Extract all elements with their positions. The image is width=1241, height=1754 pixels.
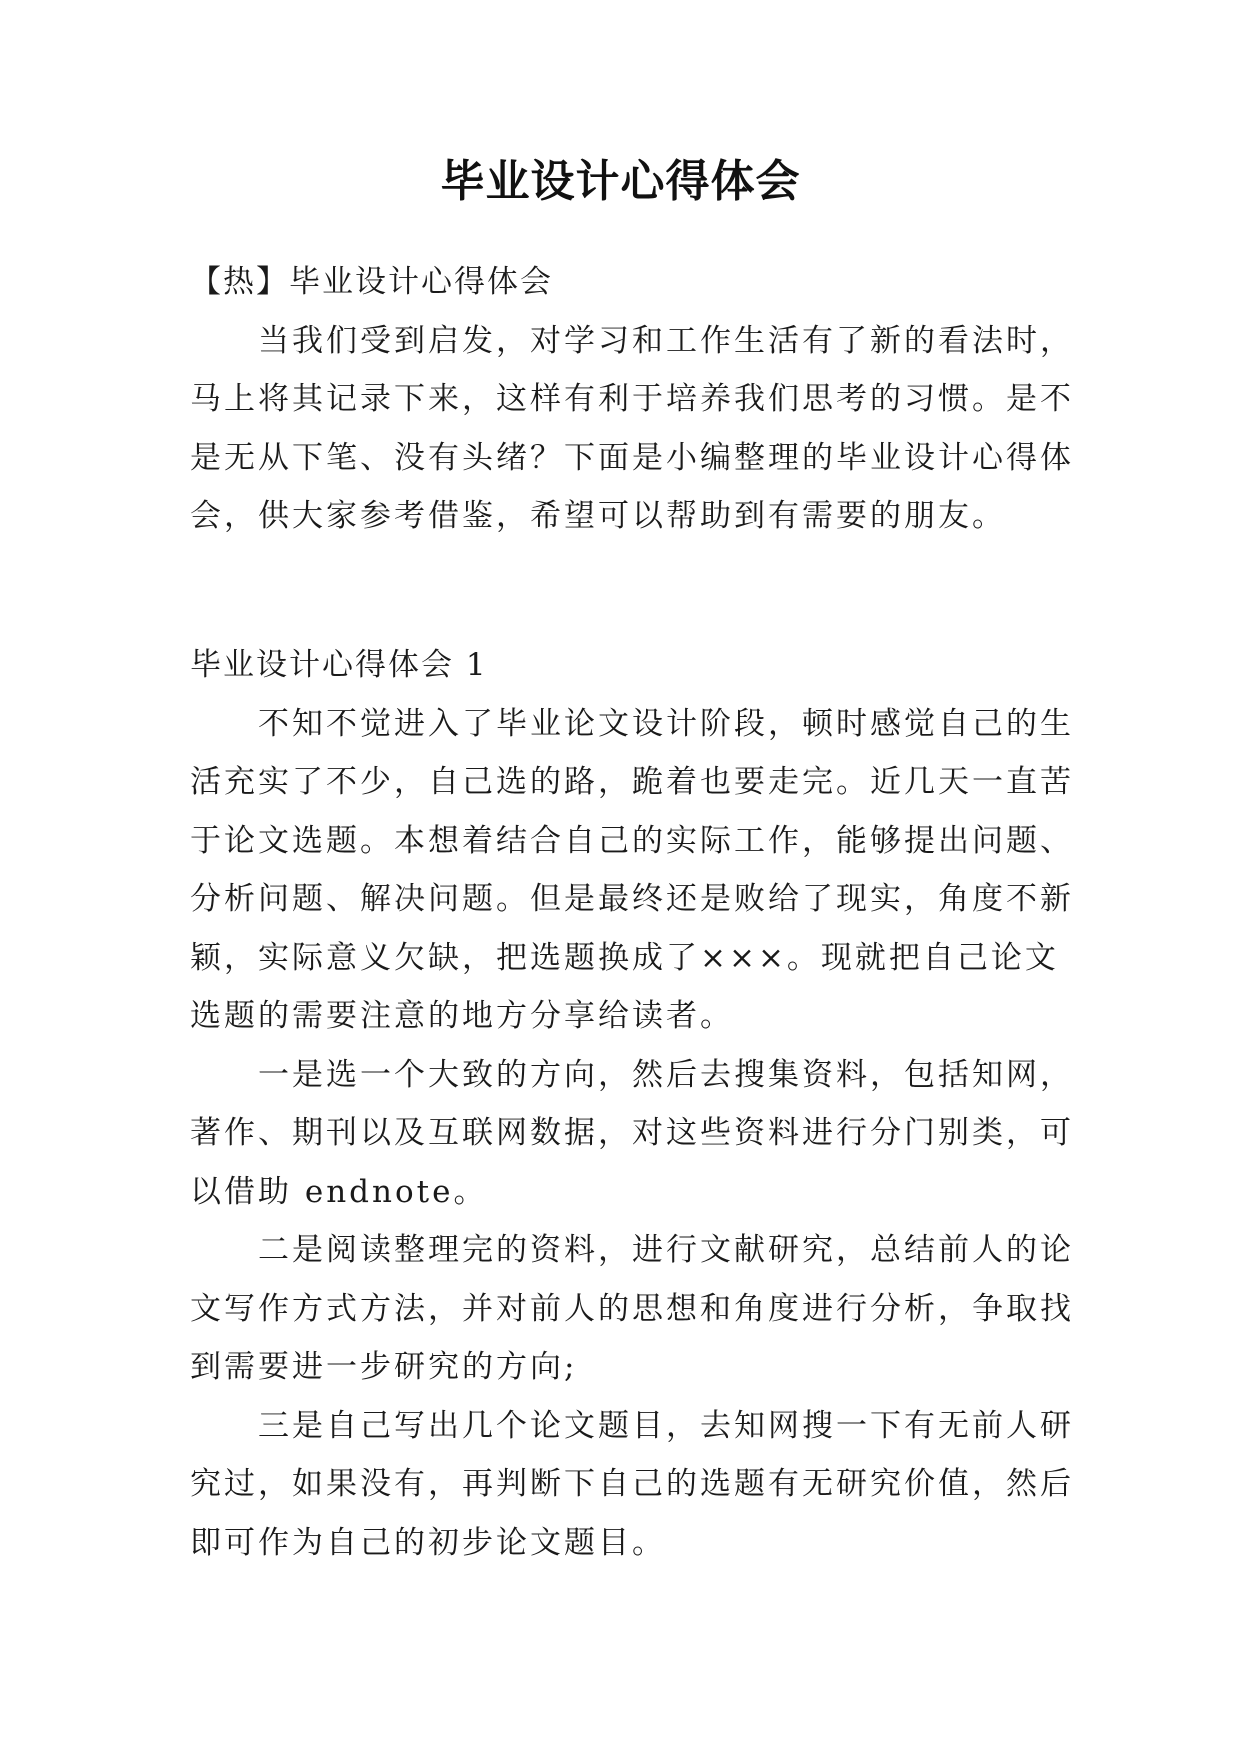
section-line: 于论文选题。本想着结合自己的实际工作，能够提出问题、 (190, 822, 1074, 859)
intro-line: 是无从下笔、没有头绪？下面是小编整理的毕业设计心得体 (190, 439, 1074, 476)
section-line: 颖，实际意义欠缺，把选题换成了×××。现就把自己论文 (190, 939, 1059, 976)
section-line: 到需要进一步研究的方向; (190, 1349, 578, 1385)
section-line: 著作、期刊以及互联网数据，对这些资料进行分门别类，可 (190, 1115, 1074, 1151)
section-line: 三是自己写出几个论文题目，去知网搜一下有无前人研 (258, 1407, 1074, 1444)
section-line: 一是选一个大致的方向，然后去搜集资料，包括知网， (258, 1056, 1074, 1093)
section-line: 活充实了不少，自己选的路，跪着也要走完。近几天一直苦 (190, 764, 1074, 800)
section-heading: 毕业设计心得体会 1 (190, 647, 488, 683)
section-1 (190, 636, 1074, 1572)
section-line: 分析问题、解决问题。但是最终还是败给了现实，角度不新 (190, 881, 1074, 917)
section-line: 究过，如果没有，再判断下自己的选题有无研究价值，然后 (190, 1466, 1074, 1502)
section-line: 不知不觉进入了毕业论文设计阶段，顿时感觉自己的生 (258, 705, 1074, 742)
section-line: 即可作为自己的初步论文题目。 (190, 1524, 666, 1561)
section-line: 选题的需要注意的地方分享给读者。 (190, 998, 734, 1034)
intro-section (190, 253, 1074, 546)
section-line: 以借助 endnote。 (190, 1173, 488, 1210)
section-line: 文写作方式方法，并对前人的思想和角度进行分析，争取找 (190, 1290, 1074, 1327)
section-line: 二是阅读整理完的资料，进行文献研究，总结前人的论 (258, 1232, 1074, 1268)
document-title: 毕业设计心得体会 (440, 156, 801, 207)
intro-line: 马上将其记录下来，这样有利于培养我们思考的习惯。是不 (190, 381, 1074, 417)
intro-heading: 【热】毕业设计心得体会 (190, 264, 553, 300)
intro-line: 当我们受到启发，对学习和工作生活有了新的看法时， (258, 322, 1074, 359)
intro-line: 会，供大家参考借鉴，希望可以帮助到有需要的朋友。 (190, 498, 1006, 534)
